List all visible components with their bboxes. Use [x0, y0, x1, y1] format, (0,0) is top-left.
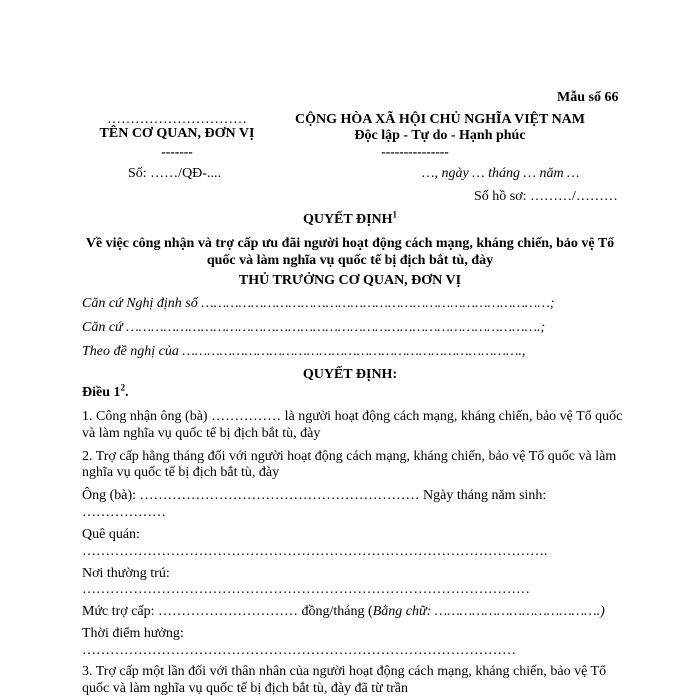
- hometown-label: Quê quán:: [82, 527, 140, 542]
- agency-rule: -------: [161, 144, 193, 159]
- article-1-heading: [82, 382, 129, 401]
- article-1-punct: .: [125, 385, 129, 400]
- country-name: CỘNG HÒA XÃ HỘI CHỦ NGHĨA VIỆT NAM: [294, 112, 585, 127]
- footnote-mark-1: 1: [392, 209, 398, 220]
- decision-title: [0, 209, 700, 228]
- decision-title-text: QUYẾT ĐỊNH: [302, 212, 393, 227]
- allowance-amount: Mức trợ cấp: ………………………… đồng/tháng (: [82, 604, 373, 619]
- effective-dots: …………………………………………………………………………………: [82, 643, 516, 658]
- date-line: …, ngày … tháng … năm …: [422, 166, 580, 181]
- residence-dots: ……………………………………………………………………………………: [82, 582, 530, 597]
- hometown-dots: ……………………………………………………………………………………….: [82, 544, 548, 559]
- national-motto: Độc lập - Tự do - Hạnh phúc: [354, 128, 526, 143]
- person-name-line: Ông (bà): …………………………………………………… Ngày tháng năm sinh:: [82, 488, 547, 503]
- residence-label: Nơi thường trú:: [82, 566, 170, 581]
- item-3-line2: quốc và làm nghĩa vụ quốc tế bị địch bắt tù, đày đã từ trần: [82, 681, 408, 696]
- item-2-line1: 2. Trợ cấp hằng tháng đối với người hoạt động cách mạng, kháng chiến, bảo vệ Tổ quốc và làm: [82, 449, 617, 464]
- basis-proposal: Theo đề nghị của ……………………………………………………………………….,: [82, 344, 526, 359]
- decision-subject-line2: quốc và làm nghĩa vụ quốc tế bị địch bắt tù, đày: [206, 253, 494, 268]
- decision-subject-line1: Về việc công nhận và trợ cấp ưu đãi người hoạt động cách mạng, kháng chiến, bảo vệ Tổ: [85, 236, 615, 251]
- basis-decree: Căn cứ Nghị định số …………………………………………………………………………;: [82, 296, 555, 311]
- agency-name: TÊN CƠ QUAN, ĐƠN VỊ: [99, 126, 255, 141]
- effective-label: Thời điểm hưởng:: [82, 626, 184, 641]
- article-1-label: Điều 1: [82, 385, 121, 400]
- allowance-in-words: Bằng chữ: ………………………………….): [372, 604, 605, 619]
- file-number: Số hồ sơ: ………/………: [474, 189, 618, 204]
- item-1-line1: 1. Công nhận ông (bà) …………… là người hoạt động cách mạng, kháng chiến, bảo vệ Tổ quốc: [82, 409, 623, 424]
- item-1-line2: và làm nghĩa vụ quốc tế bị địch bắt tù, đày: [82, 426, 321, 441]
- decides-heading: QUYẾT ĐỊNH:: [302, 367, 398, 382]
- footnote-mark-2: 2: [120, 382, 125, 393]
- item-2-line2: nghĩa vụ quốc tế bị địch bắt tù, đày: [82, 465, 280, 480]
- decision-number: Số: ……/QĐ-....: [128, 166, 221, 181]
- form-number: Mẫu số 66: [557, 90, 619, 105]
- motto-rule: ---------------: [381, 144, 449, 159]
- agency-dots: …………………………: [107, 112, 247, 127]
- item-3-line1: 3. Trợ cấp một lần đối với thân nhân của người hoạt động cách mạng, kháng chiến, bảo vệ Tổ: [82, 664, 607, 679]
- birthdate-dots: ………………: [82, 505, 166, 520]
- basis-other: Căn cứ ……………………………………………………………………………………….;: [82, 320, 546, 335]
- allowance-line: [82, 604, 605, 620]
- issuing-authority: THỦ TRƯỞNG CƠ QUAN, ĐƠN VỊ: [238, 273, 462, 288]
